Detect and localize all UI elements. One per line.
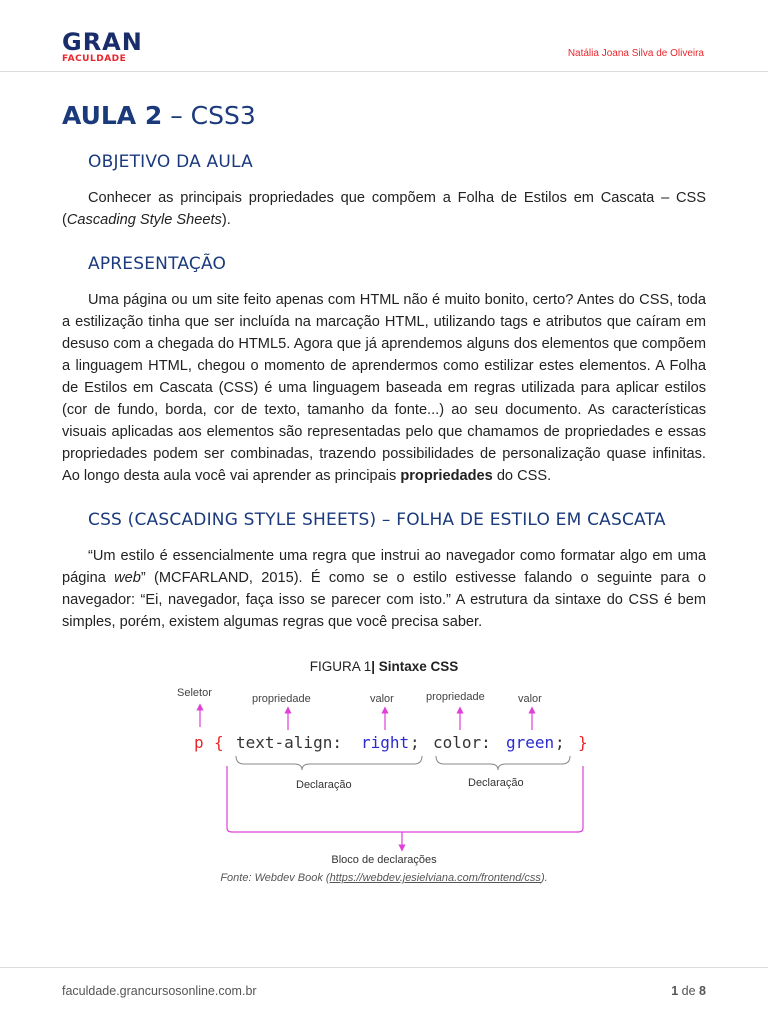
- paragraph-objetivo: [62, 187, 706, 231]
- brace-declaracao-1: [236, 756, 422, 770]
- header-divider: [0, 71, 768, 72]
- apresentacao-text: Uma página ou um site feito apenas com HTML não é muito bonito, certo? Antes do CSS, toda a estilização tinha que ser incluída na marcação HTML, utilizando tags e atributos que caíram em desuso com a chegada do HTML5. Agora que já aprendemos alguns dos elementos que compõem a linguagem HTML, chegou o momento de aprendermos como estilizar estes elementos. A Folha de Estilos em Cascata (CSS) é uma linguagem baseada em regras utilizada para aplicar estilos (cor de fundo, borda, cor de texto, tamanho da fonte...) ao seu documento. As características visuais aplicadas aos elementos são representadas pelo que chamamos de propriedades e essas propriedades podem ser combinadas, trazendo possibilidades de personalização quase infinitas. Ao longo desta aula você vai aprender as principais: [62, 292, 706, 484]
- title-bold: AULA 2: [62, 101, 163, 130]
- objetivo-text-b: ).: [221, 212, 231, 228]
- apresentacao-text-end: do CSS.: [492, 468, 552, 484]
- label-propriedade-1: propriedade: [252, 693, 311, 705]
- apresentacao-text-bold: propriedades: [400, 468, 493, 484]
- code-prop-2: color:: [433, 733, 491, 752]
- author-name: Natália Joana Silva de Oliveira: [567, 48, 704, 59]
- page-current: 1: [671, 984, 679, 998]
- code-val-1: right: [361, 733, 410, 752]
- figure-caption-title: | Sintaxe CSS: [371, 659, 459, 674]
- brace-declaracao-2: [436, 756, 570, 770]
- paragraph-apresentacao: [62, 289, 706, 487]
- heading-objetivo: OBJETIVO DA AULA: [88, 152, 253, 172]
- source-link[interactable]: https://webdev.jesielviana.com/frontend/css: [329, 872, 541, 884]
- code-semi-2: ;: [555, 733, 565, 752]
- paragraph-css: [62, 545, 706, 633]
- code-close-brace: }: [578, 733, 588, 752]
- code-prop-1: text-align:: [236, 733, 342, 752]
- label-seletor: Seletor: [177, 687, 212, 699]
- label-declaracao-1: Declaração: [296, 779, 352, 791]
- css-text-italic: web: [114, 570, 141, 586]
- objetivo-text-a: Conhecer as principais propriedades que compõem a Folha de Estilos em Cascata – CSS (: [62, 190, 706, 228]
- footer-url[interactable]: faculdade.grancursosonline.com.br: [62, 984, 257, 998]
- figure-caption-label: FIGURA 1: [309, 659, 372, 674]
- page-total: 8: [699, 984, 706, 998]
- figure-caption: [62, 659, 706, 674]
- label-declaracao-2: Declaração: [468, 777, 524, 789]
- logo: [62, 30, 143, 64]
- main-content: [62, 100, 706, 884]
- code-val-2: green: [506, 733, 555, 752]
- css-text-b: ” (MCFARLAND, 2015). É como se o estilo estivesse falando o seguinte para o navegador: “Ei, navegador, faça isso se parecer com isto.” A estrutura da sintaxe do CSS é bem simples, porém, existem algumas regras que você precisa saber.: [62, 570, 706, 630]
- source-prefix: Fonte: Webdev Book (: [220, 872, 330, 884]
- label-propriedade-2: propriedade: [426, 691, 485, 703]
- page-title: [62, 100, 706, 132]
- page-sep: de: [678, 984, 700, 998]
- css-text-a: “Um estilo é essencialmente uma regra que instrui ao navegador como formatar algo em uma página: [62, 548, 706, 586]
- bracket-bloco: [227, 766, 583, 832]
- label-bloco: Bloco de declarações: [331, 854, 437, 866]
- label-valor-1: valor: [370, 693, 394, 705]
- objetivo-text-italic: Cascading Style Sheets: [66, 212, 222, 228]
- logo-main: GRAN: [62, 28, 143, 56]
- label-valor-2: valor: [518, 693, 542, 705]
- heading-apresentacao: APRESENTAÇÃO: [88, 254, 227, 274]
- footer-divider: [0, 967, 768, 968]
- code-selector: p: [194, 733, 204, 752]
- title-rest: – CSS3: [162, 101, 256, 130]
- source-suffix: ).: [540, 872, 548, 884]
- figure-source: [62, 872, 706, 884]
- code-semi-1: ;: [410, 733, 420, 752]
- logo-sub: FACULDADE: [62, 54, 127, 64]
- heading-css: CSS (CASCADING STYLE SHEETS) – FOLHA DE ESTILO EM CASCATA: [88, 510, 666, 530]
- page-number: [671, 984, 706, 998]
- css-syntax-diagram: [62, 680, 706, 852]
- code-open-brace: {: [214, 733, 224, 752]
